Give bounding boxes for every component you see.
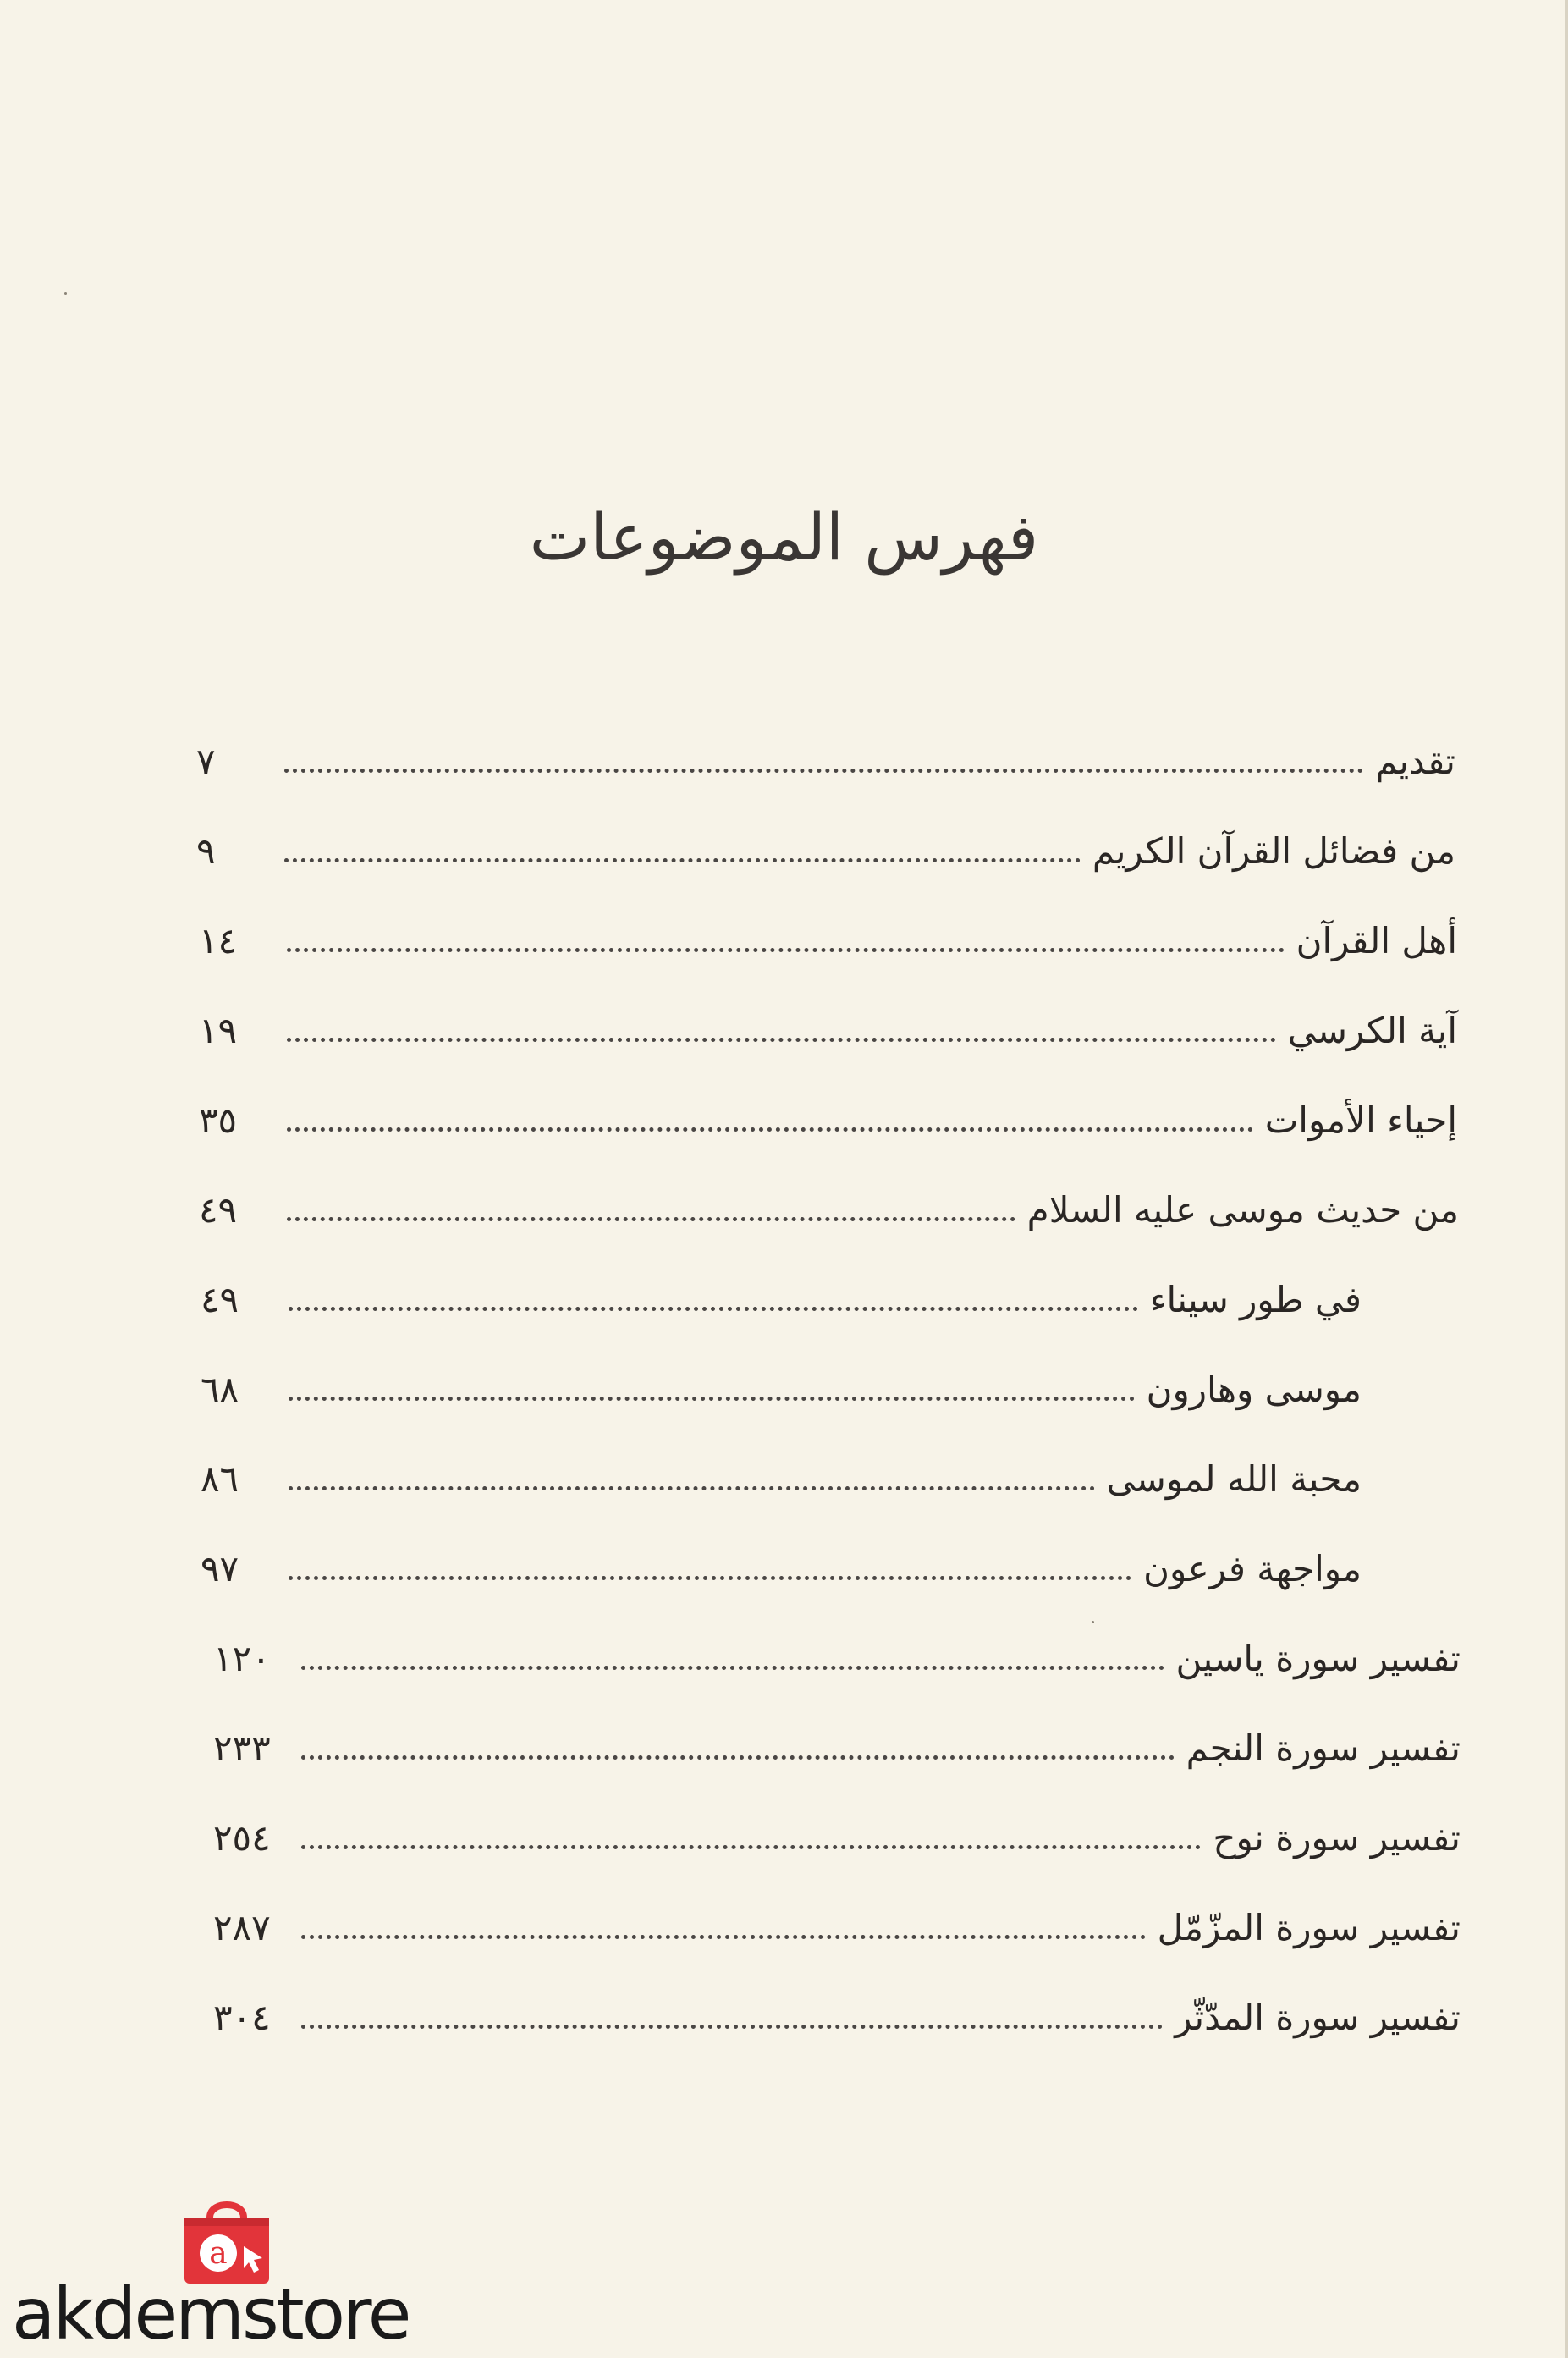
toc-title: تفسير سورة النجم xyxy=(1186,1727,1461,1769)
dot-leader xyxy=(284,858,1081,862)
toc-page-number: ٩ xyxy=(196,830,216,872)
toc-page-number: ٨٦ xyxy=(201,1458,239,1500)
toc-page-number: ٣٥ xyxy=(199,1099,238,1141)
toc-title: تفسير سورة نوح xyxy=(1213,1817,1461,1859)
toc-page-number: ٢٥٤ xyxy=(213,1817,271,1859)
dot-leader xyxy=(287,1217,1015,1221)
dot-leader xyxy=(287,1127,1253,1132)
toc-title: من فضائل القرآن الكريم xyxy=(1092,830,1455,872)
toc-title: تفسير سورة ياسين xyxy=(1175,1638,1461,1679)
toc-page-number: ١٩ xyxy=(199,1010,238,1051)
store-logo[interactable] xyxy=(12,2184,452,2353)
dot-leader xyxy=(301,1755,1175,1760)
bag-letter: a xyxy=(209,2236,228,2271)
logo-wordmark: akdemstore xyxy=(12,2273,410,2355)
toc-entry[interactable] xyxy=(196,728,1455,796)
dot-leader xyxy=(289,1397,1135,1401)
toc-title: من حديث موسى عليه السلام xyxy=(1026,1189,1459,1231)
toc-page-number: ٤٩ xyxy=(199,1189,238,1231)
toc-entry[interactable] xyxy=(213,1804,1461,1872)
toc-entry[interactable] xyxy=(213,1984,1461,2052)
toc-entry[interactable] xyxy=(199,907,1457,975)
toc-entry[interactable] xyxy=(213,1715,1461,1782)
toc-entry[interactable] xyxy=(199,1176,1459,1244)
toc-page-number: ٢٨٧ xyxy=(213,1907,271,1948)
toc-subentry[interactable] xyxy=(201,1446,1362,1513)
dot-leader xyxy=(301,2025,1163,2029)
toc-title: أهل القرآن xyxy=(1296,920,1457,961)
toc-title: في طور سيناء xyxy=(1149,1279,1362,1320)
dot-leader xyxy=(301,1845,1201,1849)
toc-title: تفسير سورة المزّمّل xyxy=(1157,1907,1461,1948)
toc-page-number: ١٢٠ xyxy=(213,1638,271,1679)
dot-leader xyxy=(289,1486,1095,1490)
toc-subentry[interactable] xyxy=(201,1535,1362,1603)
dot-leader xyxy=(289,1576,1131,1580)
dot-leader xyxy=(301,1935,1146,1939)
toc-page-number: ٤٩ xyxy=(201,1279,239,1320)
toc-page-number: ١٤ xyxy=(199,920,238,961)
toc-title: تقديم xyxy=(1375,741,1455,782)
dot-leader xyxy=(289,1307,1138,1311)
toc-entry[interactable] xyxy=(213,1894,1461,1962)
toc-page-number: ٢٣٣ xyxy=(213,1727,271,1769)
toc-title: موسى وهارون xyxy=(1146,1369,1362,1410)
toc-entry[interactable] xyxy=(196,818,1455,885)
toc-entry[interactable] xyxy=(199,1087,1457,1154)
toc-page-number: ٣٠٤ xyxy=(213,1997,271,2038)
dot-leader xyxy=(284,769,1363,773)
toc-title: إحياء الأموات xyxy=(1264,1099,1457,1141)
toc-title: مواجهة فرعون xyxy=(1143,1548,1362,1589)
toc-page-number: ٦٨ xyxy=(201,1369,239,1410)
dot-leader xyxy=(287,948,1285,952)
toc-page-number: ٧ xyxy=(196,741,216,782)
toc-page-number: ٩٧ xyxy=(201,1548,239,1589)
dot-leader xyxy=(287,1038,1276,1042)
toc-entry[interactable] xyxy=(199,997,1457,1065)
toc-entry[interactable] xyxy=(213,1625,1461,1693)
toc-subentry[interactable] xyxy=(201,1266,1362,1334)
toc-title: محبة الله لموسى xyxy=(1106,1458,1362,1500)
toc-title: تفسير سورة المدّثّر xyxy=(1175,1997,1461,2038)
page-title: فهرس الموضوعات xyxy=(529,499,1039,575)
scan-speck xyxy=(64,292,67,295)
toc-subentry[interactable] xyxy=(201,1356,1362,1424)
toc-title: آية الكرسي xyxy=(1287,1010,1457,1051)
table-of-contents xyxy=(0,728,1568,2082)
dot-leader xyxy=(301,1666,1164,1670)
